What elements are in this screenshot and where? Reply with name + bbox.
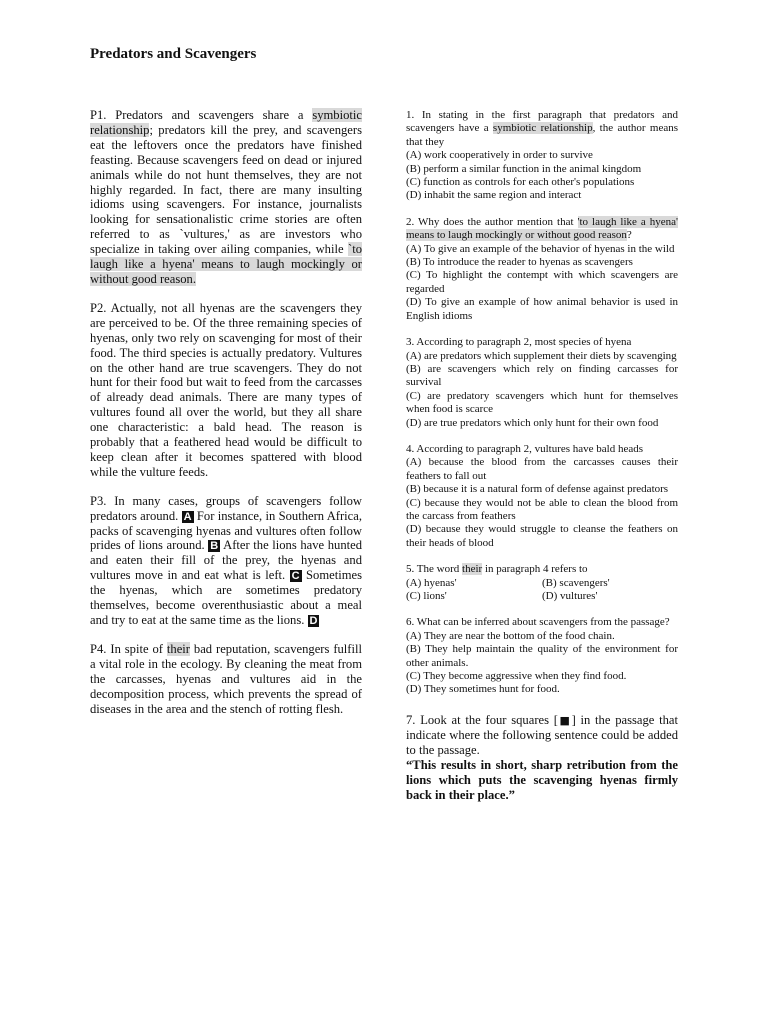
question-4-stem: 4. According to paragraph 2, vultures have bald heads [406, 442, 644, 455]
answer-option[interactable]: (C) because they would not be able to clean the blood from the carcass from feathers [406, 496, 678, 522]
answer-option[interactable]: (D) are true predators which only hunt for their own food [406, 416, 659, 429]
answer-option[interactable]: (D) inhabit the same region and interact [406, 189, 582, 202]
p3-sentence-1: P3. In many cases, groups of scavengers follow predators around. [90, 493, 362, 523]
answer-option[interactable]: (B) To introduce the reader to hyenas as scavengers [406, 256, 633, 269]
q1-stem-before: 1. In stating in the first paragraph that predators and scavengers have a [406, 109, 678, 135]
paragraph-4 [90, 642, 362, 717]
highlight-their: their [166, 641, 190, 656]
answer-option[interactable]: (A) To give an example of the behavior of hyenas in the wild [406, 242, 675, 255]
insertion-square-d[interactable]: D [309, 615, 318, 627]
p4-text-before: P4. In spite of [90, 641, 167, 656]
highlight-hyena-idiom: `to laugh like a hyena' means to laugh mockingly or without good reason. [90, 242, 362, 286]
q5-stem-after: in paragraph 4 refers to [482, 563, 588, 576]
answer-option[interactable]: (B) are scavengers which rely on finding carcasses for survival [406, 362, 678, 389]
answer-option-row [406, 577, 678, 590]
answer-option[interactable]: (C) are predatory scavengers which hunt for themselves when food is scarce [406, 389, 678, 416]
question-1 [406, 109, 678, 203]
question-6 [406, 616, 678, 696]
question-7-stem [406, 713, 678, 758]
question-7 [406, 713, 678, 803]
answer-option[interactable]: (C) function as controls for each other's populations [406, 176, 635, 189]
q5-stem-before: 5. The word [406, 563, 463, 576]
answer-option[interactable]: (D) because they would struggle to cleanse the feathers on their heads of blood [406, 523, 678, 549]
question-3-stem: 3. According to paragraph 2, most species of hyena [406, 336, 632, 349]
paragraph-2: P2. Actually, not all hyenas are the scavengers they are perceived to be. Of the three remaining species of hyenas, only two rely on scavenging for most of their food. The third species is actually predatory. Vultures on the other hand are true scavengers. They do not hunt for their food but wait to feed from the carcasses of already dead animals. There are many types of vultures found all over the world, but they all share one characteristic: a bald head. The reason is probably that a feathered head would be difficult to keep clean after it becomes spattered with blood while the vulture feeds. [90, 300, 362, 479]
square-icon: ■ [557, 713, 572, 727]
p4-text-after: bad reputation, scavengers fulfill a vital role in the ecology. By cleaning the meat from the carcasses, hyenas and vultures aid in the decomposition process, which prevents the spread of diseases in the area and the stench of rotting flesh. [90, 641, 362, 716]
q2-stem-after: ? [626, 229, 632, 242]
question-5-stem [406, 563, 678, 576]
passage [90, 108, 362, 730]
answer-option[interactable]: (A) because the blood from the carcasses causes their feathers to fall out [406, 456, 678, 482]
answer-option[interactable]: (A) work cooperatively in order to survive [406, 149, 593, 162]
answer-option[interactable]: (C) lions' [406, 590, 447, 602]
answer-option[interactable]: (D) vultures' [542, 590, 598, 602]
answer-option[interactable]: (B) perform a similar function in the animal kingdom [406, 162, 642, 175]
question-5 [406, 563, 678, 603]
question-7-sentence: “This results in short, sharp retribution from the lions which puts the scavenging hyenas firmly back in their place.” [406, 757, 678, 802]
insertion-square-a[interactable]: A [183, 510, 192, 523]
p3-sentence-4: Sometimes the hyenas, which are sometimes predatory themselves, become overenthusiastic about a meal and try to eat at the same time as the lions. [90, 568, 362, 627]
page-title: Predators and Scavengers [90, 46, 257, 62]
q1-stem-after: , the author means that they [406, 122, 678, 148]
answer-option[interactable]: (A) They are near the bottom of the food chain. [406, 629, 615, 642]
answer-option[interactable]: (B) They help maintain the quality of the environment for other animals. [406, 643, 678, 669]
answer-option[interactable]: (C) They become aggressive when they find food. [406, 670, 627, 683]
answer-option[interactable]: (A) are predators which supplement their diets by scavenging [406, 349, 677, 362]
q7-stem-before: 7. Look at the four squares [ [406, 712, 558, 727]
q5-highlight: their [462, 563, 483, 576]
paragraph-1 [90, 108, 362, 287]
highlight-symbiotic-relationship: symbiotic relationship [90, 108, 362, 137]
answer-option[interactable]: (B) because it is a natural form of defense against predators [406, 483, 669, 496]
answer-option-row [406, 590, 678, 603]
question-2-stem [406, 216, 678, 243]
question-3 [406, 336, 678, 430]
answer-option[interactable]: (D) They sometimes hunt for food. [406, 683, 560, 696]
p1-text-middle: ; predators kill the prey, and scavengers eat the leftovers once the predators have finished feasting. Because scavengers feed on dead or injured animals while do not hunt themselves, they are not highly regarded. In fact, there are many insulting idioms using scavengers. For instance, journalists looking for sensationalistic crime stories are often referred to as `vultures,' as are investors who specialize in taking over ailing companies, while [90, 122, 362, 257]
answer-option[interactable]: (C) To highlight the contempt with which scavengers are regarded [406, 269, 678, 295]
question-1-stem [406, 109, 678, 149]
p3-sentence-3: After the lions have hunted and eaten their fill of the prey, the hyenas and vultures move in and eat what is left. [90, 538, 362, 583]
q1-highlight: symbiotic relationship [492, 122, 593, 135]
insertion-square-c[interactable]: C [291, 570, 300, 583]
p3-sentence-2: For instance, in Southern Africa, packs of scavenging hyenas and vultures often follow prides of lions around. [90, 508, 363, 553]
paragraph-3 [90, 494, 362, 628]
q2-stem-before: 2. Why does the author mention that [406, 215, 578, 228]
questions [406, 109, 678, 816]
question-2 [406, 216, 678, 323]
q7-stem-after: ] in the passage that indicate where the following sentence could be added to the passage. [406, 712, 678, 757]
insertion-square-b[interactable]: B [210, 540, 219, 553]
answer-option[interactable]: (B) scavengers' [542, 576, 610, 589]
p1-text-before: P1. Predators and scavengers share a [90, 108, 313, 122]
question-6-stem: 6. What can be inferred about scavengers from the passage? [406, 616, 670, 629]
answer-option[interactable]: (D) To give an example of how animal behavior is used in English idioms [406, 296, 678, 322]
answer-option[interactable]: (A) hyenas' [406, 576, 457, 589]
question-4 [406, 443, 678, 550]
q2-highlight: 'to laugh like a hyena' means to laugh mockingly or without good reason [406, 215, 678, 242]
